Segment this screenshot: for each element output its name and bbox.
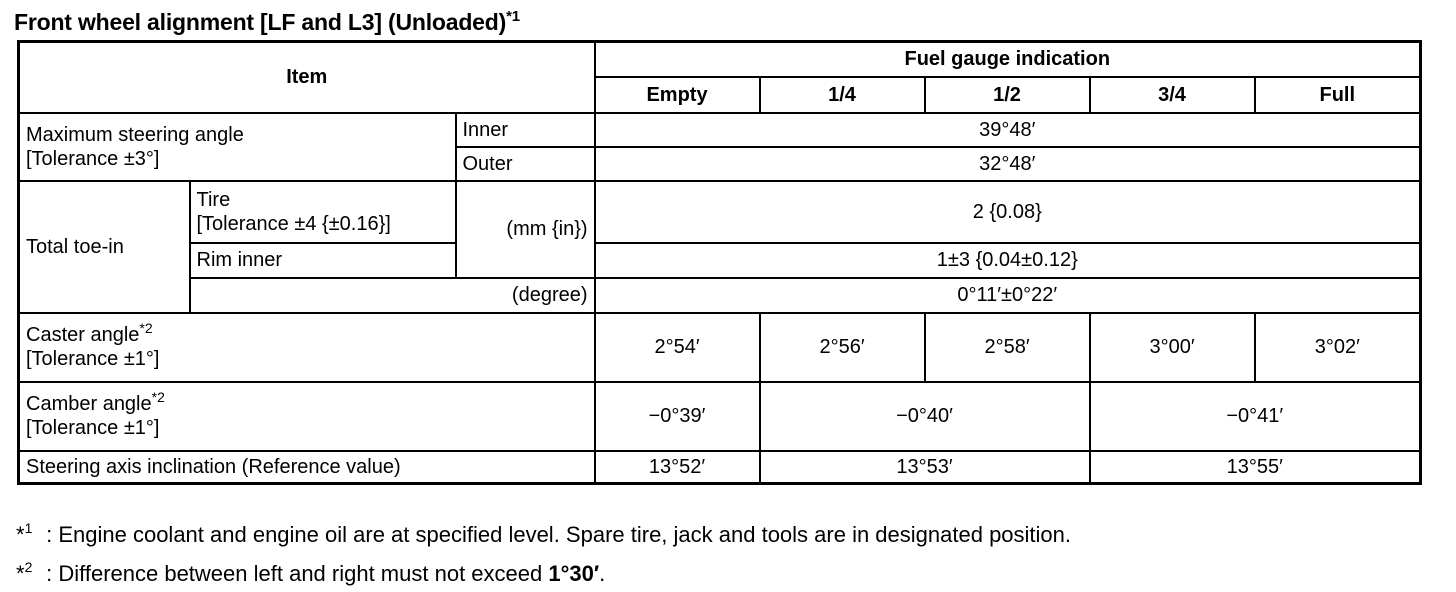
max-steering-label	[19, 113, 456, 181]
steering-axis-value-mid: 13°53′	[760, 451, 1090, 484]
camber-label	[19, 382, 595, 451]
caster-label-line1	[26, 320, 588, 347]
inner-label: Inner	[456, 113, 595, 147]
toe-in-rim-row	[19, 243, 1421, 278]
camber-footnote-mark: *2	[151, 389, 165, 405]
fuel-gauge-header: Fuel gauge indication	[595, 42, 1421, 77]
footnote-1-text: : Engine coolant and engine oil are at specified level. Spare tire, jack and tools are in designated position.	[46, 522, 1072, 547]
caster-value-full: 3°02′	[1255, 313, 1421, 382]
outer-value: 32°48′	[595, 147, 1421, 181]
tire-label	[190, 181, 456, 243]
rim-inner-label: Rim inner	[190, 243, 456, 278]
footnote-2-end: .	[599, 561, 606, 586]
camber-value-empty: −0°39′	[595, 382, 760, 451]
degree-value: 0°11′±0°22′	[595, 278, 1421, 313]
total-toe-in-label: Total toe-in	[19, 181, 190, 313]
page-title	[14, 8, 520, 36]
caster-tolerance: [Tolerance ±1°]	[26, 348, 160, 370]
footnote-1	[16, 512, 1071, 551]
title-footnote-mark: *1	[506, 8, 520, 25]
max-steering-label-line1: Maximum steering angle	[26, 123, 244, 146]
footnote-2	[16, 551, 1071, 590]
steering-axis-value-empty: 13°52′	[595, 451, 760, 484]
tire-label-line1: Tire	[196, 188, 231, 211]
footnote-1-marker: *$^1$	[16, 520, 33, 547]
camber-value-mid: −0°40′	[760, 382, 1090, 451]
footnote-2-limit: 1°30′	[548, 561, 600, 586]
caster-label-text: Caster angle	[26, 324, 140, 346]
footnote-2-text: : Difference between left and right must not exceed	[46, 561, 549, 586]
max-steering-tolerance: [Tolerance ±3°]	[26, 147, 160, 170]
caster-value-quarter: 2°56′	[760, 313, 925, 382]
max-steering-inner-row	[19, 113, 1421, 147]
camber-label-text: Camber angle	[26, 393, 152, 415]
camber-row	[19, 382, 1421, 451]
steering-axis-value-full: 13°55′	[1090, 451, 1421, 484]
caster-value-half: 2°58′	[925, 313, 1090, 382]
steering-axis-label: Steering axis inclination (Reference value)	[19, 451, 595, 484]
level-three-quarter-header: 3/4	[1090, 77, 1255, 113]
toe-in-degree-row	[19, 278, 1421, 313]
caster-value-empty: 2°54′	[595, 313, 760, 382]
caster-row	[19, 313, 1421, 382]
item-header: Item	[19, 42, 595, 113]
unit-degree-label: (degree)	[190, 278, 595, 313]
alignment-table	[17, 40, 1422, 485]
level-quarter-header: 1/4	[760, 77, 925, 113]
rim-inner-value: 1±3 {0.04±0.12}	[595, 243, 1421, 278]
caster-value-three-quarter: 3°00′	[1090, 313, 1255, 382]
level-half-header: 1/2	[925, 77, 1090, 113]
level-full-header: Full	[1255, 77, 1421, 113]
tire-tolerance: [Tolerance ±4 {±0.16}]	[196, 212, 391, 235]
inner-value: 39°48′	[595, 113, 1421, 147]
steering-axis-row	[19, 451, 1421, 484]
camber-label-line1	[26, 389, 588, 416]
unit-mm-label: (mm {in})	[456, 181, 595, 278]
camber-tolerance: [Tolerance ±1°]	[26, 417, 160, 439]
footnote-1-number: 1	[24, 520, 33, 536]
outer-label: Outer	[456, 147, 595, 181]
level-empty-header: Empty	[595, 77, 760, 113]
header-row-1	[19, 42, 1421, 77]
footnote-2-number: 2	[24, 559, 33, 575]
caster-label	[19, 313, 595, 382]
footnote-2-marker: *$^2$	[16, 559, 33, 586]
caster-footnote-mark: *2	[139, 320, 153, 336]
title-text: Front wheel alignment [LF and L3] (Unloaded)	[14, 9, 507, 35]
tire-value: 2 {0.08}	[595, 181, 1421, 243]
footnotes	[16, 512, 1071, 590]
camber-value-full: −0°41′	[1090, 382, 1421, 451]
toe-in-tire-row	[19, 181, 1421, 243]
